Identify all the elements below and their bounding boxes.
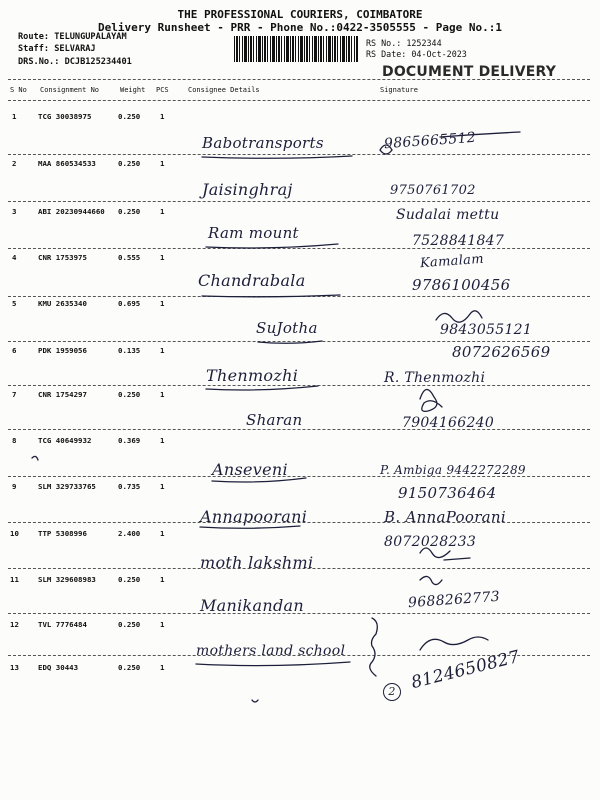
col-consignee: Consignee Details	[188, 86, 260, 94]
underline-mark	[440, 132, 520, 137]
handwritten-signature: 8072028233	[384, 534, 477, 550]
underline-mark	[258, 341, 322, 343]
handwritten-consignee: moth lakshmi	[200, 553, 314, 572]
handwritten-consignee: Manikandan	[200, 596, 304, 615]
handwritten-signature: 8124650827	[409, 646, 522, 694]
col-pcs: PCS	[156, 86, 169, 94]
row-consignment: KMU 2635340	[38, 299, 87, 308]
row-weight: 0.250	[118, 390, 141, 399]
handwritten-signature: 9865665512	[383, 129, 477, 153]
row-sno: 5	[12, 299, 17, 308]
col-signature: Signature	[380, 86, 418, 94]
row-consignment: EDQ 30443	[38, 663, 79, 672]
row-weight: 0.135	[118, 346, 141, 355]
row-sno: 3	[12, 207, 17, 216]
company-title: THE PROFESSIONAL COURIERS, COIMBATORE	[177, 8, 423, 21]
row-weight: 0.250	[118, 620, 141, 629]
handwritten-consignee: Ram mount	[208, 224, 299, 242]
underline-mark	[202, 295, 340, 297]
row-weight: 2.400	[118, 529, 141, 538]
handwritten-signature: 9843055121	[440, 322, 533, 338]
handwritten-signature: Kamalam	[419, 251, 485, 272]
handwritten-signature: 9688262773	[407, 588, 501, 612]
underline-mark	[196, 662, 350, 666]
col-consignment: Consignment No	[40, 86, 100, 94]
row-weight: 0.250	[118, 159, 141, 168]
handwritten-signature: 7528841847	[412, 233, 505, 249]
row-pcs: 1	[160, 253, 165, 262]
underline-mark	[200, 526, 300, 528]
row-consignment: ABI 20230944660	[38, 207, 105, 216]
signature-scribble	[420, 637, 488, 650]
pen-tick	[32, 456, 38, 460]
row-consignment: PDK 1959056	[38, 346, 87, 355]
row-weight: 0.250	[118, 112, 141, 121]
row-consignment: TTP 5308996	[38, 529, 87, 538]
drs-number: DRS.No.: DCJB125234401	[18, 57, 132, 67]
row-consignment: CNR 1754297	[38, 390, 87, 399]
handwritten-signature: B. AnnaPoorani	[384, 508, 506, 526]
row-weight: 0.555	[118, 253, 141, 262]
row-pcs: 1	[160, 112, 165, 121]
handwritten-consignee: Jaisinghraj	[202, 180, 293, 199]
row-weight: 0.369	[118, 436, 141, 445]
handwritten-consignee: Chandrabala	[198, 271, 306, 290]
rs-number: RS No.: 1252344	[366, 38, 442, 48]
row-pcs: 1	[160, 575, 165, 584]
row-pcs: 1	[160, 436, 165, 445]
row-pcs: 1	[160, 159, 165, 168]
row-pcs: 1	[160, 299, 165, 308]
row-pcs: 1	[160, 207, 165, 216]
route-label: Route: TELUNGUPALAYAM	[18, 32, 127, 42]
row-sno: 7	[12, 390, 17, 399]
row-pcs: 1	[160, 529, 165, 538]
handwritten-consignee: Annapoorani	[200, 507, 308, 526]
row-weight: 0.695	[118, 299, 141, 308]
staff-label: Staff: SELVARAJ	[18, 44, 96, 54]
circled-number: 2	[383, 683, 401, 701]
row-sno: 4	[12, 253, 17, 262]
row-consignment: MAA 860534533	[38, 159, 96, 168]
handwritten-signature: 7904166240	[402, 415, 495, 431]
handwritten-signature: 9786100456	[412, 276, 511, 294]
row-consignment: TVL 7776484	[38, 620, 87, 629]
row-pcs: 1	[160, 663, 165, 672]
pen-tick	[252, 700, 258, 702]
row-pcs: 1	[160, 346, 165, 355]
row-pcs: 1	[160, 482, 165, 491]
handwritten-signature: 9750761702	[390, 183, 476, 198]
handwritten-signature: Sudalai mettu	[396, 207, 500, 223]
handwritten-consignee: SuJotha	[256, 319, 318, 337]
row-weight: 0.735	[118, 482, 141, 491]
row-consignment: TCG 40649932	[38, 436, 92, 445]
row-weight: 0.250	[118, 575, 141, 584]
document-delivery-stamp: DOCUMENT DELIVERY	[382, 64, 557, 80]
handwritten-signature: P. Ambiga 9442272289	[380, 463, 526, 477]
handwritten-consignee: Thenmozhi	[206, 366, 299, 385]
row-sno: 10	[10, 529, 19, 538]
handwritten-consignee: Anseveni	[212, 460, 288, 479]
row-sno: 2	[12, 159, 17, 168]
handwritten-signature: 8072626569	[452, 343, 551, 361]
handwritten-consignee: Babotransports	[202, 134, 324, 152]
row-sno: 13	[10, 663, 19, 672]
row-sno: 1	[12, 112, 17, 121]
row-weight: 0.250	[118, 207, 141, 216]
row-pcs: 1	[160, 390, 165, 399]
signature-scribble	[420, 576, 442, 584]
signature-scribble	[380, 145, 392, 154]
row-consignment: CNR 1753975	[38, 253, 87, 262]
row-sno: 9	[12, 482, 17, 491]
bracket-mark	[370, 618, 378, 676]
col-sno: S No	[10, 86, 27, 94]
row-sno: 11	[10, 575, 19, 584]
row-consignment: SLM 329733765	[38, 482, 96, 491]
row-consignment: TCG 30038975	[38, 112, 92, 121]
underline-mark	[206, 244, 338, 248]
underline-mark	[206, 386, 318, 390]
row-sno: 8	[12, 436, 17, 445]
underline-mark	[212, 478, 306, 482]
runsheet-subtitle: Delivery Runsheet - PRR - Phone No.:0422-3505555 - Page No.:1	[98, 21, 502, 34]
handwritten-signature: 9150736464	[398, 484, 497, 502]
row-consignment: SLM 329608983	[38, 575, 96, 584]
handwritten-consignee: mothers land school	[196, 643, 346, 659]
col-weight: Weight	[120, 86, 146, 94]
row-weight: 0.250	[118, 663, 141, 672]
handwritten-signature: R. Thenmozhi	[384, 370, 486, 386]
rs-date: RS Date: 04-Oct-2023	[366, 49, 467, 59]
handwritten-consignee: Sharan	[246, 411, 303, 429]
row-sno: 12	[10, 620, 19, 629]
signature-scribble	[420, 548, 470, 560]
signature-scribble	[420, 389, 442, 411]
underline-mark	[202, 156, 352, 158]
signature-scribble	[436, 311, 482, 322]
row-sno: 6	[12, 346, 17, 355]
row-pcs: 1	[160, 620, 165, 629]
